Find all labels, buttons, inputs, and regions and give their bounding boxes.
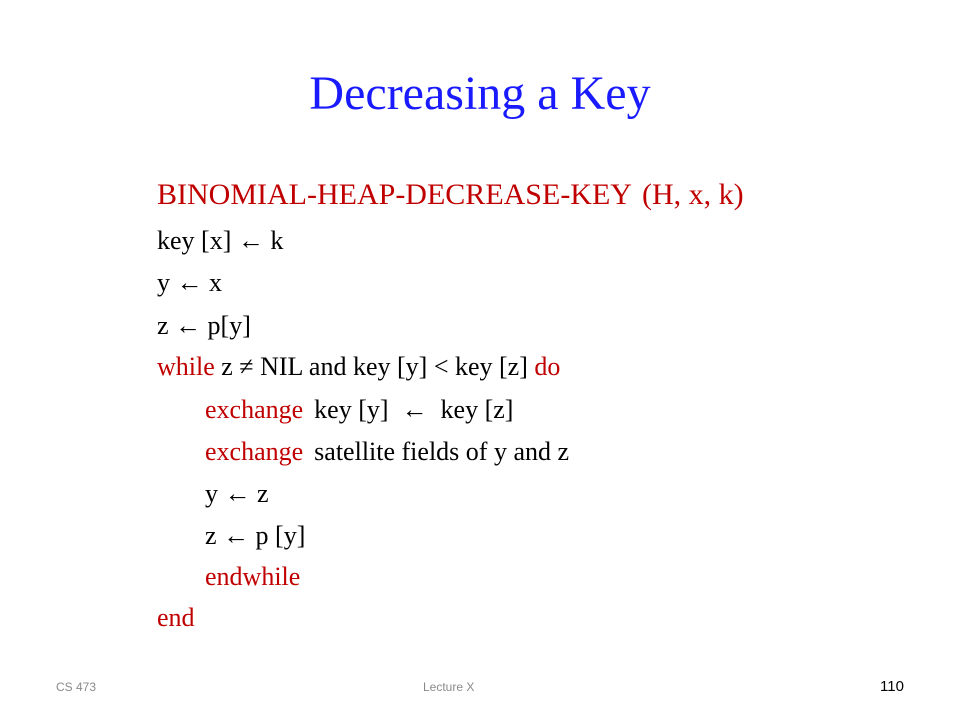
procedure-name: BINOMIAL-HEAP-DECREASE-KEY [157,178,632,211]
code-line-3: z ← p[y] [157,311,251,340]
keyword-exchange: exchange [205,395,304,424]
footer-lecture: Lecture X [423,680,475,694]
exchange-satellite-text: satellite fields of y and z [314,437,570,466]
procedure-heading [157,177,744,213]
while-condition: z ≠ NIL and key [y] < key [z] [214,352,535,381]
code-line-2: y ← x [157,268,222,297]
code-line-7: y ← z [205,479,269,508]
keyword-endwhile: endwhile [205,562,301,591]
keyword-while: while [157,352,215,381]
code-line-6 [205,436,569,468]
keyword-end: end [157,603,195,632]
code-line-5 [205,394,513,426]
code-line-4 [157,351,560,383]
keyword-exchange: exchange [205,437,304,466]
footer-course: CS 473 [56,680,97,694]
code-line-8: z ← p [y] [205,521,306,550]
exchange-keys-text: key [y] ← key [z] [314,395,514,424]
procedure-params: (H, x, k) [641,178,744,211]
code-line-1: key [x] ← k [157,226,284,255]
page-number: 110 [880,678,904,695]
slide-title: Decreasing a Key [309,67,651,120]
keyword-do: do [534,352,561,381]
